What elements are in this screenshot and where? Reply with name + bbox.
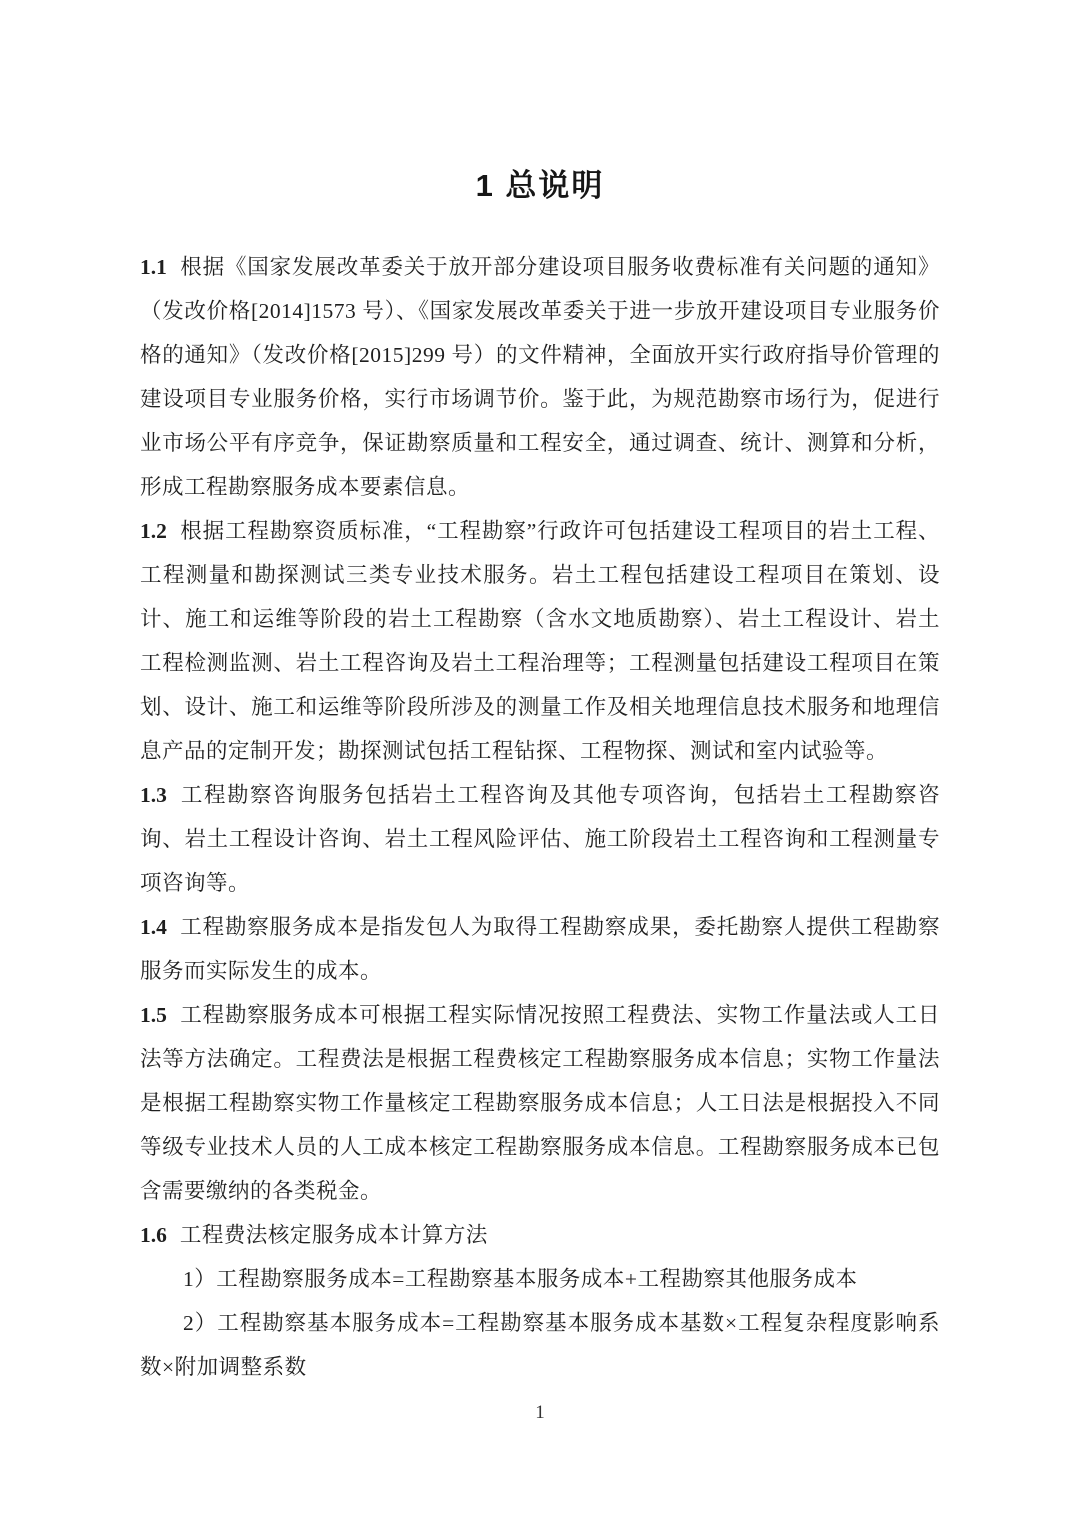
section-1-6 [140,1213,940,1257]
section-1-3-text: 工程勘察咨询服务包括岩土工程咨询及其他专项咨询，包括岩土工程勘察咨询、岩土工程设计咨询、岩土工程风险评估、施工阶段岩土工程咨询和工程测量专项咨询等。 [140,783,940,895]
section-1-3-number: 1.3 [140,783,167,807]
section-1-2-number: 1.2 [140,519,167,543]
page-title: 1 总说明 [475,168,605,203]
section-1-3 [140,773,940,905]
formula-basic-service-cost: 1）工程勘察服务成本=工程勘察基本服务成本+工程勘察其他服务成本 [183,1267,858,1291]
formula-basic-service-cost-factors: 2）工程勘察基本服务成本=工程勘察基本服务成本基数×工程复杂程度影响系数×附加调整系数 [140,1311,940,1379]
section-1-2-text: 根据工程勘察资质标准，“工程勘察”行政许可包括建设工程项目的岩土工程、工程测量和勘探测试三类专业技术服务。岩土工程包括建设工程项目在策划、设计、施工和运维等阶段的岩土工程勘察（含水文地质勘察）、岩土工程设计、岩土工程检测监测、岩土工程咨询及岩土工程治理等；工程测量包括建设工程项目在策划、设计、施工和运维等阶段所涉及的测量工作及相关地理信息技术服务和地理信息产品的定制开发；勘探测试包括工程钻探、工程物探、测试和室内试验等。 [140,519,940,763]
section-1-1-number: 1.1 [140,255,167,279]
section-1-6-number: 1.6 [140,1223,167,1247]
section-1-2 [140,509,940,773]
section-1-4 [140,905,940,993]
section-1-1 [140,245,940,509]
section-1-5-text: 工程勘察服务成本可根据工程实际情况按照工程费法、实物工作量法或人工日法等方法确定。工程费法是根据工程费核定工程勘察服务成本信息；实物工作量法是根据工程勘察实物工作量核定工程勘察服务成本信息；人工日法是根据投入不同等级专业技术人员的人工成本核定工程勘察服务成本信息。工程勘察服务成本已包含需要缴纳的各类税金。 [140,1003,940,1203]
section-1-4-text: 工程勘察服务成本是指发包人为取得工程勘察成果，委托勘察人提供工程勘察服务而实际发生的成本。 [140,915,940,983]
section-1-1-text: 根据《国家发展改革委关于放开部分建设项目服务收费标准有关问题的通知》（发改价格[2014]1573 号）、《国家发展改革委关于进一步放开建设项目专业服务价格的通知》（发改价格[2015]299 号）的文件精神，全面放开实行政府指导价管理的建设项目专业服务价格，实行市场调节价。鉴于此，为规范勘察市场行为，促进行业市场公平有序竞争，保证勘察质量和工程安全，通过调查、统计、测算和分析，形成工程勘察服务成本要素信息。 [140,255,940,499]
section-1-5-number: 1.5 [140,1003,167,1027]
section-1-5 [140,993,940,1213]
section-1-4-number: 1.4 [140,915,167,939]
document-body [140,245,940,1389]
page-number: 1 [535,1402,545,1423]
section-1-6-text: 工程费法核定服务成本计算方法 [179,1223,488,1247]
